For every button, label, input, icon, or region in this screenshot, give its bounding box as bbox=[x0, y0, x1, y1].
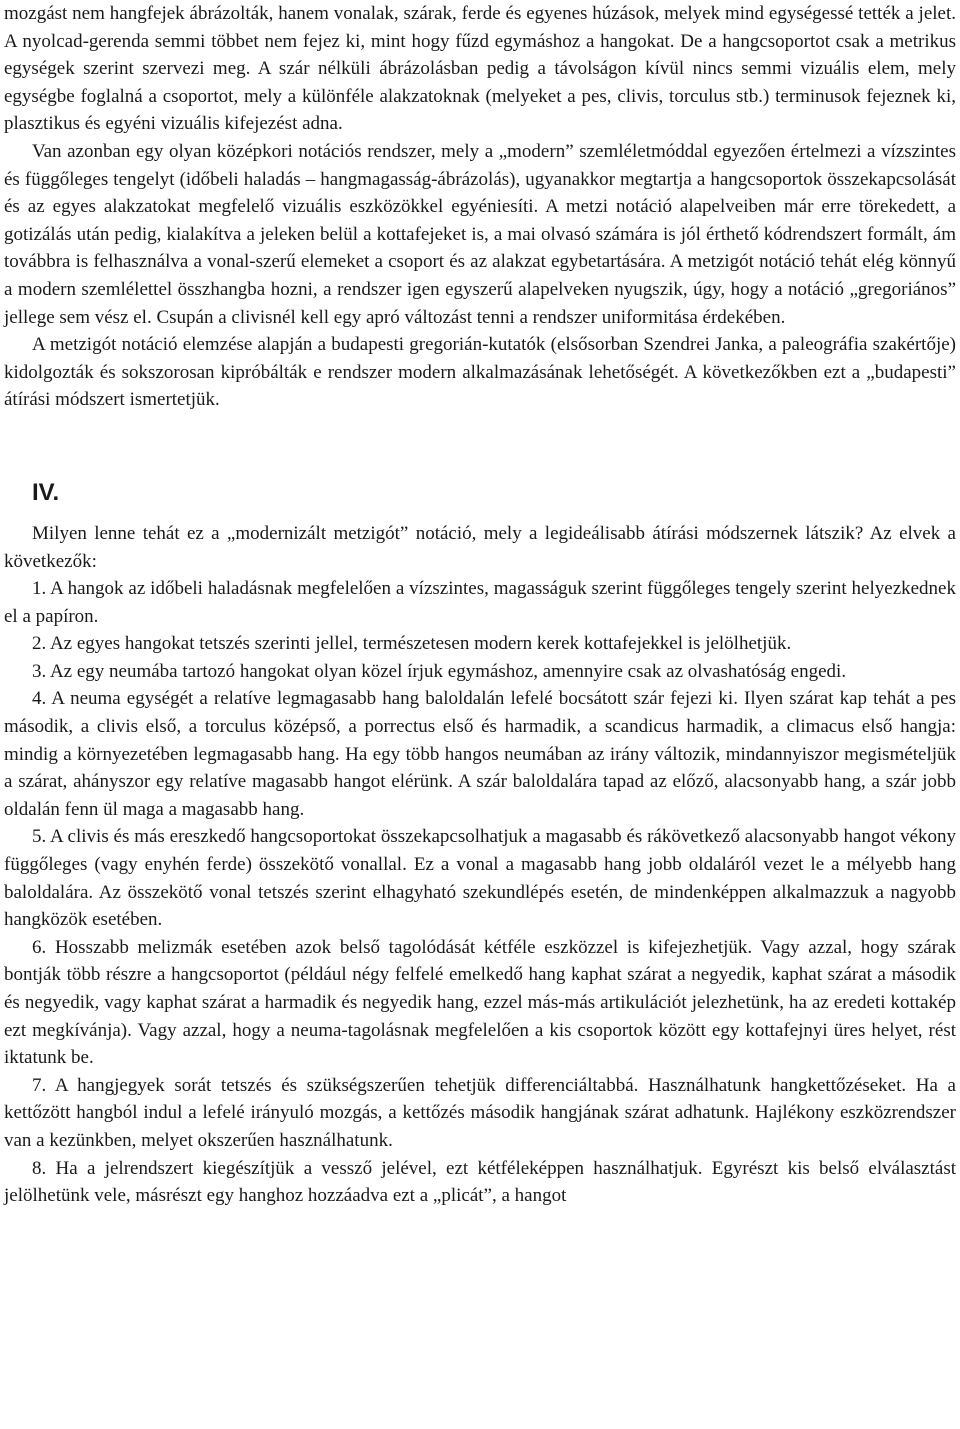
paragraph-intro: Milyen lenne tehát ez a „modernizált metzigót” notáció, mely a legideálisabb átírási módszernek látszik? Az elvek a következők: bbox=[4, 522, 956, 572]
rule-item-3: 3. Az egy neumába tartozó hangokat olyan közel írjuk egymáshoz, amennyire csak az olvashatóság engedi. bbox=[32, 660, 847, 682]
rule-item-2: 2. Az egyes hangokat tetszés szerinti jellel, természetesen modern kerek kottafejekkel is jelölhetjük. bbox=[32, 633, 792, 655]
paragraph-metz-notation: Van azonban egy olyan középkori notációs rendszer, mely a „modern” szemléletmóddal egyezően értelmezi a vízszintes és függőleges tengelyt (időbeli haladás – hangmagasság-ábrázolás), ugyanakkor megtartja a hangcsoportok összekapcsolását és az egyes alakzatokat megfelelő vizuális eszközökkel egyéniesíti. A metzi notáció alapelveiben már erre törekedett, a gotizálás után pedig, kialakítva a jeleken belül a kottafejeket is, a mai olvasó számára is jól érthető kódrendszert formált, ám továbbra is felhasználva a vonal-szerű elemeket a csoport és az alakzat egybetartására. A metzigót notáció tehát elég könnyű a modern szemlélettel összhangba hozni, a rendszer igen egyszerű alapelveken nyugszik, úgy, hogy a notáció „gregoriános” jellege sem vész el. Csupán a clivisnél kell egy apró változást tenni a rendszer uniformitása érdekében. bbox=[4, 140, 956, 328]
rule-item-6: 6. Hosszabb melizmák esetében azok belső tagolódását kétféle eszközzel is kifejezhetjük. Vagy azzal, hogy szárak bontják több részre a hangcsoportot (például négy felfelé emelkedő hang kaphat szárat a negyedik, kaphat szárat a második és negyedik, vagy kaphat szárat a harmadik és negyedik hang, ezzel más-más artikulációt jelezhetünk, ha az eredeti kottakép ezt megkívánja). Vagy azzal, hogy a neuma-tagolásnak megfelelően a kis csoportok között egy kottafejnyi üres helyet, rést iktatunk be. bbox=[4, 936, 956, 1069]
rule-item-1: 1. A hangok az időbeli haladásnak megfelelően a vízszintes, magasságuk szerint függőleges tengely szerint helyezkednek el a papíron. bbox=[4, 578, 956, 627]
rule-item-5: 5. A clivis és más ereszkedő hangcsoportokat összekapcsolhatjuk a magasabb és rákövetkező alacsonyabb hangot vékony függőleges (vagy enyhén ferde) összekötő vonallal. Ez a vonal a magasabb hang jobb oldaláról vezet le a mélyebb hang baloldalára. Az összekötő vonal tetszés szerint elhagyható szekundlépés esetén, de mindenképpen alkalmazzuk a nagyobb hangközök esetében. bbox=[4, 826, 956, 931]
paragraph-continuation: mozgást nem hangfejek ábrázolták, hanem vonalak, szárak, ferde és egyenes húzások, melyek mind egységessé tették a jelet. A nyolcad-gerenda semmi többet nem fejez ki, mint hogy fűzd egymáshoz a hangokat. De a hangcsoportot csak a metrikus egységek szerint szervezi meg. A szár nélküli ábrázolásban pedig a távolságon kívül nincs semmi vizuális elem, mely egységbe foglalná a csoportot, mely a különféle alakzatoknak (melyeket a pes, clivis, torculus stb.) terminusok fejeznek ki, plasztikus és egyéni vizuális kifejezést adna. bbox=[4, 3, 956, 135]
rule-item-7: 7. A hangjegyek sorát tetszés és szükségszerűen tehetjük differenciáltabbá. Használhatunk hangkettőzéseket. Ha a kettőzött hangból indul a lefelé irányuló mozgás, a kettőzés második hangjának szárat adhatunk. Hajlékony eszközrendszer van a kezünkben, melyet okszerűen használhatunk. bbox=[4, 1074, 956, 1151]
rule-item-8: 8. Ha a jelrendszert kiegészítjük a vessző jelével, ezt kétféleképpen használhatjuk. Egyrészt kis belső elválasztást jelölhetünk vele, másrészt egy hanghoz hozzáadva ezt a „plicát”, a hangot bbox=[4, 1157, 956, 1207]
document-page bbox=[4, 0, 956, 1210]
rule-item-4: 4. A neuma egységét a relatíve legmagasabb hang baloldalán lefelé bocsátott szár fejezi ki. Ilyen szárat kap tehát a pes második, a clivis első, a torculus középső, a porrectus első és harmadik, a scandicus harmadik, a climacus első hangja: mindig a környezetében legmagasabb hang. Ha egy több hangos neumában az irány változik, mindannyiszor megismételjük a szárat, ahányszor egy relatíve magasabb hangot elérünk. A szár baloldalára tapad az előző, alacsonyabb hang, a szár jobb oldalán fenn ül maga a magasabb hang. bbox=[4, 688, 956, 820]
paragraph-budapest-method: A metzigót notáció elemzése alapján a budapesti gregorián-kutatók (elsősorban Szendrei Janka, a paleográfia szakértője) kidolgozták és sokszorosan kipróbálták e rendszer modern alkalmazásának lehetőségét. A következőkben ezt a „budapesti” átírási módszert ismertetjük. bbox=[4, 334, 956, 411]
section-heading: IV. bbox=[32, 478, 60, 506]
